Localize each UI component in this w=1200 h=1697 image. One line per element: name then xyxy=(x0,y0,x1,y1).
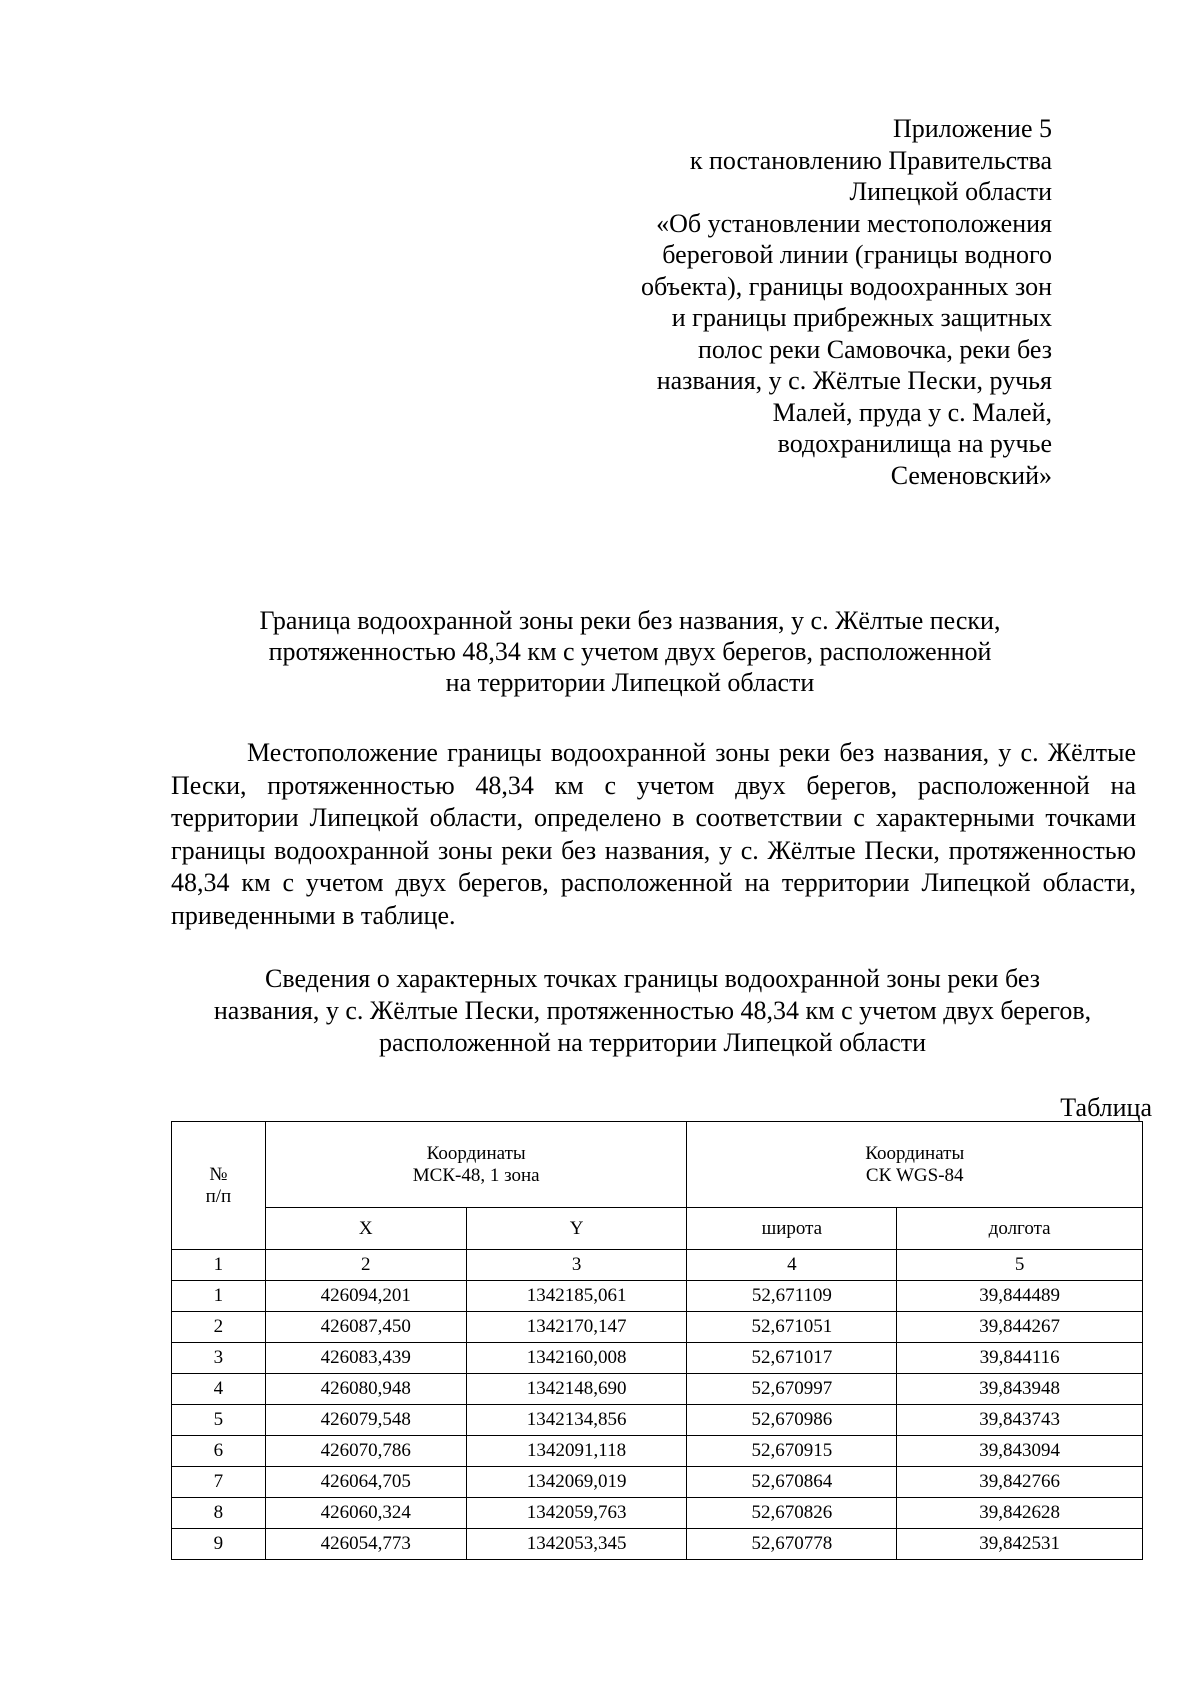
cell-number: 8 xyxy=(172,1498,266,1529)
header-msk48-line1: Координаты xyxy=(426,1142,526,1164)
title-line: на территории Липецкой области xyxy=(445,668,815,697)
annex-line: «Об установлении местоположения xyxy=(656,208,1052,238)
annex-line: полос реки Самовочка, реки без xyxy=(697,334,1052,364)
cell-latitude: 52,670778 xyxy=(687,1529,897,1560)
header-number-line1: № xyxy=(209,1163,228,1185)
table-row xyxy=(172,1281,1143,1312)
cell-y: 1342160,008 xyxy=(466,1343,687,1374)
annex-line: и границы прибрежных защитных xyxy=(671,303,1052,332)
table-row xyxy=(172,1312,1143,1343)
column-index: 5 xyxy=(897,1250,1143,1281)
column-index: 3 xyxy=(466,1250,687,1281)
document-title xyxy=(170,605,1090,698)
header-number-line2: п/п xyxy=(205,1185,232,1207)
cell-latitude: 52,670864 xyxy=(687,1467,897,1498)
header-wgs84 xyxy=(687,1122,1143,1208)
caption-line: названия, у с. Жёлтые Пески, протяженностью 48,34 км с учетом двух берегов, xyxy=(213,996,1092,1025)
cell-y: 1342134,856 xyxy=(466,1405,687,1436)
table-row xyxy=(172,1498,1143,1529)
header-latitude: широта xyxy=(687,1208,897,1250)
cell-latitude: 52,670986 xyxy=(687,1405,897,1436)
annex-line: Липецкой области xyxy=(849,177,1052,206)
cell-number: 9 xyxy=(172,1529,266,1560)
cell-x: 426080,948 xyxy=(265,1374,466,1405)
annex-line: названия, у с. Жёлтые Пески, ручья xyxy=(656,366,1052,395)
cell-longitude: 39,842766 xyxy=(897,1467,1143,1498)
caption-line: Сведения о характерных точках границы водоохранной зоны реки без xyxy=(265,964,1040,993)
annex-line: Малей, пруда у с. Малей, xyxy=(772,397,1052,427)
cell-y: 1342091,118 xyxy=(466,1436,687,1467)
header-longitude: долгота xyxy=(897,1208,1143,1250)
header-msk48-line2: МСК-48, 1 зона xyxy=(412,1164,540,1186)
annex-line: береговой линии (границы водного xyxy=(662,240,1052,269)
table-row xyxy=(172,1374,1143,1405)
header-number xyxy=(172,1122,266,1250)
cell-y: 1342069,019 xyxy=(466,1467,687,1498)
table-row xyxy=(172,1343,1143,1374)
cell-longitude: 39,843094 xyxy=(897,1436,1143,1467)
cell-y: 1342059,763 xyxy=(466,1498,687,1529)
cell-number: 4 xyxy=(172,1374,266,1405)
table-row xyxy=(172,1529,1143,1560)
cell-x: 426094,201 xyxy=(265,1281,466,1312)
table-row xyxy=(172,1467,1143,1498)
cell-longitude: 39,842531 xyxy=(897,1529,1143,1560)
cell-x: 426087,450 xyxy=(265,1312,466,1343)
table-row xyxy=(172,1436,1143,1467)
cell-latitude: 52,670826 xyxy=(687,1498,897,1529)
cell-number: 3 xyxy=(172,1343,266,1374)
caption-line: расположенной на территории Липецкой области xyxy=(378,1028,927,1057)
cell-number: 2 xyxy=(172,1312,266,1343)
cell-longitude: 39,842628 xyxy=(897,1498,1143,1529)
cell-x: 426070,786 xyxy=(265,1436,466,1467)
cell-x: 426054,773 xyxy=(265,1529,466,1560)
cell-number: 7 xyxy=(172,1467,266,1498)
cell-number: 1 xyxy=(172,1281,266,1312)
cell-longitude: 39,844267 xyxy=(897,1312,1143,1343)
cell-longitude: 39,844116 xyxy=(897,1343,1143,1374)
cell-longitude: 39,843948 xyxy=(897,1374,1143,1405)
header-wgs84-line2: СК WGS-84 xyxy=(865,1164,964,1186)
cell-y: 1342185,061 xyxy=(466,1281,687,1312)
cell-latitude: 52,670915 xyxy=(687,1436,897,1467)
cell-latitude: 52,671051 xyxy=(687,1312,897,1343)
annex-line: Приложение 5 xyxy=(892,114,1052,143)
table-caption xyxy=(170,963,1135,1059)
cell-longitude: 39,843743 xyxy=(897,1405,1143,1436)
header-y: Y xyxy=(466,1208,687,1250)
annex-line: объекта), границы водоохранных зон xyxy=(641,271,1052,301)
title-line: Граница водоохранной зоны реки без названия, у с. Жёлтые пески, xyxy=(259,606,1001,635)
cell-number: 5 xyxy=(172,1405,266,1436)
column-index: 1 xyxy=(172,1250,266,1281)
header-wgs84-line1: Координаты xyxy=(865,1142,965,1164)
body-paragraph: Местоположение границы водоохранной зоны реки без названия, у с. Жёлтые Пески, протяженностью 48,34 км с учетом двух берегов, расположенной на территории Липецкой области, определено в соответствии с характерными точками границы водоохранной зоны реки без названия, у с. Жёлтые Пески, протяженностью 48,34 км с учетом двух берегов, расположенной на территории Липецкой области, приведенными в таблице. xyxy=(171,738,1136,930)
annex-header xyxy=(492,113,1052,491)
cell-y: 1342053,345 xyxy=(466,1529,687,1560)
cell-y: 1342148,690 xyxy=(466,1374,687,1405)
title-line: протяженностью 48,34 км с учетом двух берегов, расположенной xyxy=(268,637,992,666)
table-row xyxy=(172,1405,1143,1436)
cell-x: 426060,324 xyxy=(265,1498,466,1529)
header-msk48 xyxy=(265,1122,687,1208)
cell-number: 6 xyxy=(172,1436,266,1467)
annex-line: Семеновский» xyxy=(890,460,1052,490)
cell-latitude: 52,671109 xyxy=(687,1281,897,1312)
annex-line: водохранилища на ручье xyxy=(777,429,1052,458)
cell-latitude: 52,671017 xyxy=(687,1343,897,1374)
annex-line: к постановлению Правительства xyxy=(689,145,1052,175)
header-x: X xyxy=(265,1208,466,1250)
cell-x: 426064,705 xyxy=(265,1467,466,1498)
column-index: 2 xyxy=(265,1250,466,1281)
table-label: Таблица xyxy=(1060,1093,1152,1122)
cell-latitude: 52,670997 xyxy=(687,1374,897,1405)
cell-x: 426079,548 xyxy=(265,1405,466,1436)
cell-y: 1342170,147 xyxy=(466,1312,687,1343)
coordinates-table xyxy=(171,1121,1143,1560)
column-index: 4 xyxy=(687,1250,897,1281)
cell-x: 426083,439 xyxy=(265,1343,466,1374)
cell-longitude: 39,844489 xyxy=(897,1281,1143,1312)
